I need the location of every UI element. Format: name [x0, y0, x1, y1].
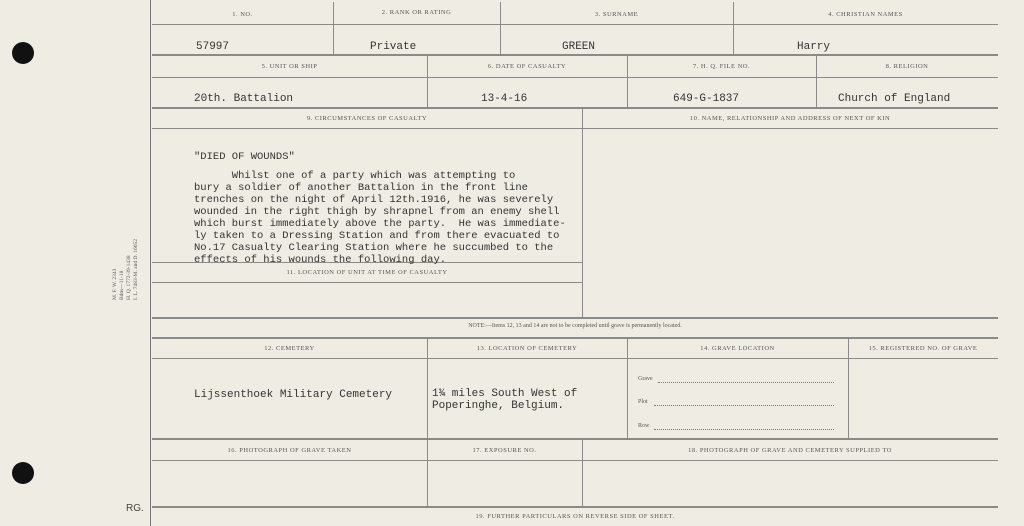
value-rank: Private [370, 41, 417, 53]
rule-row4-header [152, 358, 998, 359]
header-hq: 7. H. Q. FILE NO. [692, 63, 751, 70]
col-rule-r1-b [500, 2, 501, 54]
rule-row3-header [152, 128, 998, 129]
header-grave-location: 14. GRAVE LOCATION [700, 345, 775, 352]
circumstances-line: No.17 Casualty Clearing Station where he succumbed to the [194, 242, 554, 254]
margin-rule [150, 0, 151, 526]
header-location-of-cemetery: 13. LOCATION OF CEMETERY [476, 345, 578, 352]
note-text: NOTE:—Items 12, 13 and 14 are not to be completed until grave is permanently located. [468, 323, 682, 329]
value-hq: 649-G-1837 [673, 93, 740, 105]
value-unit: 20th. Battalion [194, 93, 294, 105]
grave-field-label: Grave [638, 376, 653, 382]
header-unit: 5. UNIT OR SHIP [261, 63, 318, 70]
rule-row5-header [152, 460, 998, 461]
header-photo-supplied: 18. PHOTOGRAPH OF GRAVE AND CEMETERY SUPPLIED TO [688, 447, 892, 454]
col-rule-r4-c [848, 339, 849, 438]
header-no: 1. NO. [232, 11, 253, 18]
header-date: 6. DATE OF CASUALTY [487, 63, 567, 70]
col-rule-r4-b [627, 339, 628, 438]
value-date: 13-4-16 [481, 93, 528, 105]
col-rule-r1-c [733, 2, 734, 54]
value-surname: GREEN [562, 41, 596, 53]
footer-code: RG. [126, 503, 144, 514]
circumstances-line: which burst immediately above the party. He was immediate- [194, 218, 566, 230]
rule-note-bottom [152, 337, 998, 339]
circumstances-line: Whilst one of a party which was attempting to [194, 170, 516, 182]
rule-row2-header [152, 77, 998, 78]
header-religion: 8. RELIGION [885, 63, 929, 70]
value-cemetery: Lijssenthoek Military Cemetery [194, 389, 393, 401]
circumstances-line: bury a soldier of another Battalion in the front line [194, 182, 528, 194]
grave-field-line [658, 382, 834, 384]
value-christian: Harry [797, 41, 831, 53]
header-further-particulars: 19. FURTHER PARTICULARS ON REVERSE SIDE OF SHEET. [475, 513, 675, 520]
circumstances-body [194, 170, 566, 266]
row-field-line [654, 429, 834, 431]
row-field-label: Row [638, 423, 650, 429]
value-location-cemetery-1: 1¾ miles South West of [432, 388, 578, 400]
circumstances-title: "DIED OF WOUNDS" [194, 151, 295, 163]
rule-row4-bottom [152, 438, 998, 440]
header-exposure: 17. EXPOSURE NO. [472, 447, 537, 454]
plot-field-line [654, 405, 834, 407]
header-rank: 2. RANK OR RATING [381, 9, 452, 16]
header-circumstances: 9. CIRCUMSTANCES OF CASUALTY [306, 115, 428, 122]
col-rule-r4-a [427, 339, 428, 438]
header-next-of-kin: 10. NAME, RELATIONSHIP AND ADDRESS OF NEXT OF KIN [689, 115, 891, 122]
rule-row2-bottom [152, 107, 998, 109]
value-religion: Church of England [838, 93, 951, 105]
circumstances-line: effects of his wounds the following day. [194, 254, 447, 266]
rule-loc-header [152, 282, 582, 283]
rule-row5-bottom [152, 506, 998, 508]
header-photo-taken: 16. PHOTOGRAPH OF GRAVE TAKEN [227, 447, 352, 454]
header-registered-no: 15. REGISTERED NO. OF GRAVE [868, 345, 978, 352]
side-print: M. F. W. 2343 Bdns—11-18 H. Q. 1772-39-1438 I. L. 7483-M. and D. 16652 [112, 239, 139, 300]
col-rule-r3-a [582, 109, 583, 317]
rule-row1-bottom [152, 54, 998, 56]
punch-hole-top [12, 42, 34, 64]
value-location-cemetery-2: Poperinghe, Belgium. [432, 400, 565, 412]
rule-row3-bottom [152, 317, 998, 319]
header-location-of-unit: 11. LOCATION OF UNIT AT TIME OF CASUALTY [286, 269, 448, 276]
circumstances-line: wounded in the right thigh by shrapnel from an enemy shell [194, 206, 560, 218]
plot-field-label: Plot [638, 399, 648, 405]
punch-hole-bottom [12, 462, 34, 484]
circumstances-line: ly taken to a Dressing Station and from there evacuated to [194, 230, 560, 242]
rule-row1-header [152, 24, 998, 25]
header-christian: 4. CHRISTIAN NAMES [828, 11, 903, 18]
value-no: 57997 [196, 41, 230, 53]
circumstances-line: trenches on the night of April 12th.1916, he was severely [194, 194, 554, 206]
header-surname: 3. SURNAME [594, 11, 639, 18]
header-cemetery: 12. CEMETERY [264, 345, 315, 352]
